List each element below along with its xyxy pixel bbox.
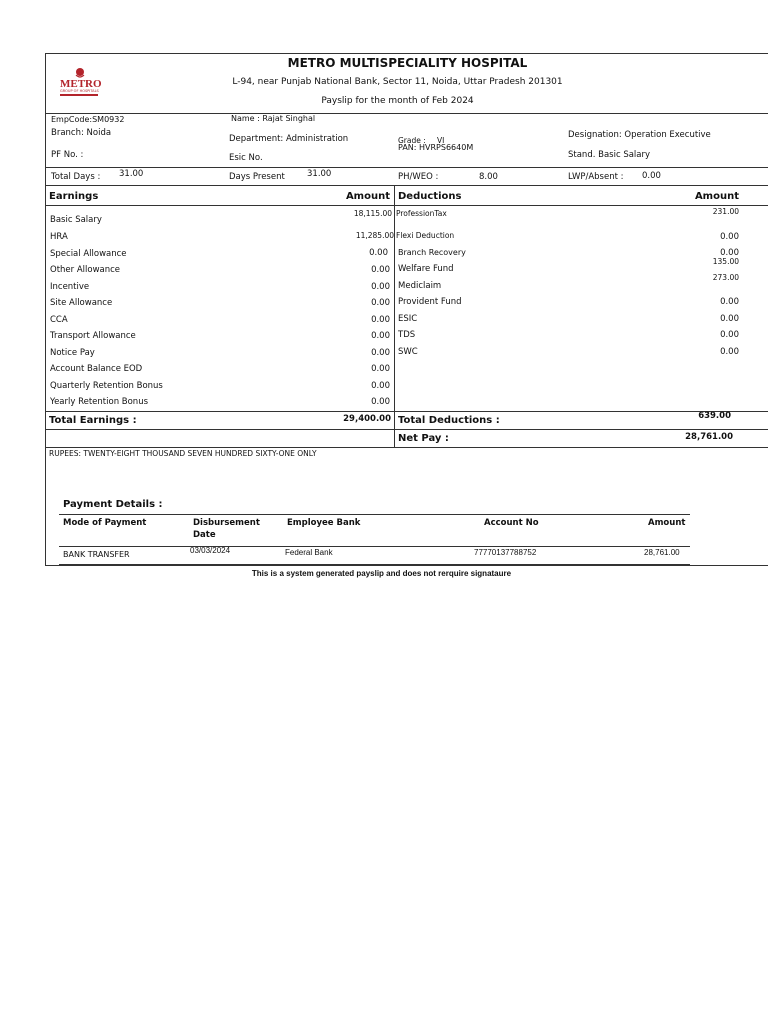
footer-note: This is a system generated payslip and does not rerquire signataure [251, 569, 512, 578]
earning-label-hra: HRA [50, 232, 68, 242]
earning-amount-other-allowance: 0.00 [371, 265, 390, 275]
emp-branch: Branch: Noida [51, 128, 112, 138]
divider [45, 113, 768, 114]
earning-label-cca: CCA [50, 315, 68, 325]
lwp-label: LWP/Absent : [568, 172, 624, 182]
col-disbursement: Disbursement [193, 518, 260, 528]
payment-date: 03/03/2024 [190, 546, 231, 555]
col-account-no: Account No [484, 518, 539, 528]
net-pay-label: Net Pay : [398, 433, 449, 444]
days-present-label: Days Present [229, 172, 285, 182]
earning-label-transport-allowance: Transport Allowance [50, 331, 136, 341]
earning-amount-account-balance-eod: 0.00 [371, 364, 390, 374]
payment-details-title: Payment Details : [63, 499, 163, 510]
col-mode-of-payment: Mode of Payment [63, 518, 147, 528]
earning-label-incentive: Incentive [50, 282, 90, 292]
lwp-value: 0.00 [642, 171, 661, 181]
col-date: Date [193, 530, 216, 540]
emp-department: Department: Administration [229, 134, 349, 144]
earning-amount-transport-allowance: 0.00 [371, 331, 390, 341]
grade-value: VI [437, 136, 445, 145]
earning-label-special-allowance: Special Allowance [50, 249, 127, 259]
deduction-amount-mediclaim: 273.00 [712, 273, 739, 282]
total-earnings-label: Total Earnings : [49, 415, 137, 426]
deduction-label-swc: SWC [398, 347, 418, 357]
earning-label-site-allowance: Site Allowance [50, 298, 113, 308]
deduction-label-provident-fund: Provident Fund [398, 297, 462, 307]
col-amount: Amount [648, 518, 686, 528]
payment-mode: BANK TRANSFER [63, 550, 130, 559]
earning-amount-notice-pay: 0.00 [371, 348, 390, 358]
divider [45, 167, 768, 168]
deduction-amount-branch-recovery: 0.00 [720, 248, 739, 258]
ph-weo-value: 8.00 [479, 172, 498, 182]
payment-amount: 28,761.00 [644, 548, 680, 557]
earning-amount-cca: 0.00 [371, 315, 390, 325]
deduction-label-tds: TDS [398, 330, 416, 340]
esic-no: Esic No. [229, 153, 263, 163]
logo-text: METRO [60, 78, 102, 90]
deduction-label-mediclaim: Mediclaim [398, 281, 442, 291]
ph-weo-label: PH/WEO : [398, 172, 439, 182]
divider [59, 546, 690, 547]
total-earnings-value: 29,400.00 [343, 414, 391, 424]
deductions-amount-header: Amount [694, 191, 739, 202]
divider [45, 205, 768, 206]
divider [45, 429, 768, 430]
divider [59, 564, 690, 565]
earning-amount-special-allowance: 0.00 [369, 248, 388, 258]
payment-account: 77770137788752 [474, 548, 537, 557]
earning-amount-incentive: 0.00 [371, 282, 390, 292]
deduction-amount-swc: 0.00 [720, 347, 739, 357]
payslip-title: Payslip for the month of Feb 2024 [321, 96, 474, 106]
deductions-header: Deductions [398, 191, 462, 202]
divider [59, 514, 690, 515]
logo-subtext: GROUP OF HOSPITALS [60, 89, 99, 93]
deduction-amount-provident-fund: 0.00 [720, 297, 739, 307]
earnings-amount-header: Amount [345, 191, 390, 202]
pan-number: PAN: HVRPS6640M [398, 143, 474, 152]
total-deductions-label: Total Deductions : [398, 415, 500, 426]
earning-label-basic-salary: Basic Salary [50, 215, 102, 225]
earning-label-account-balance-eod: Account Balance EOD [50, 364, 143, 374]
earning-label-quarterly-retention-bonus: Quarterly Retention Bonus [50, 381, 163, 391]
deduction-amount-welfare-fund: 135.00 [712, 257, 739, 266]
hospital-name: METRO MULTISPECIALITY HOSPITAL [287, 56, 528, 70]
deduction-amount-tds: 0.00 [720, 330, 739, 340]
earning-amount-basic-salary: 18,115.00 [353, 209, 392, 218]
earning-amount-yearly-retention-bonus: 0.00 [371, 397, 390, 407]
emp-designation: Designation: Operation Executive [568, 130, 711, 140]
earning-label-yearly-retention-bonus: Yearly Retention Bonus [50, 397, 149, 407]
total-days-label: Total Days : [51, 172, 101, 182]
column-divider [394, 185, 395, 447]
payment-bank: Federal Bank [285, 548, 333, 557]
emp-code: EmpCode:SM0932 [51, 115, 125, 124]
earnings-header: Earnings [49, 191, 99, 202]
emp-name: Name : Rajat Singhal [231, 114, 316, 123]
hospital-address: L-94, near Punjab National Bank, Sector 11, Noida, Uttar Pradesh 201301 [232, 77, 563, 87]
divider [45, 185, 768, 186]
stand-basic-salary: Stand. Basic Salary [568, 150, 651, 160]
deduction-label-profession-tax: ProfessionTax [396, 209, 447, 218]
deduction-amount-flexi-deduction: 0.00 [720, 232, 739, 242]
earning-amount-site-allowance: 0.00 [371, 298, 390, 308]
divider [45, 447, 768, 448]
earning-amount-quarterly-retention-bonus: 0.00 [371, 381, 390, 391]
net-pay-value: 28,761.00 [685, 432, 733, 442]
total-days-value: 31.00 [119, 169, 144, 179]
deduction-label-branch-recovery: Branch Recovery [398, 248, 466, 257]
earning-label-notice-pay: Notice Pay [50, 348, 95, 358]
grade-label: Grade : [398, 136, 426, 145]
deduction-amount-esic: 0.00 [720, 314, 739, 324]
earning-amount-hra: 11,285.00 [355, 231, 394, 240]
total-deductions-value: 639.00 [698, 411, 731, 421]
col-employee-bank: Employee Bank [287, 518, 361, 528]
days-present-value: 31.00 [307, 169, 332, 179]
deduction-label-esic: ESIC [398, 314, 418, 324]
deduction-label-flexi-deduction: Flexi Deduction [396, 231, 455, 240]
deduction-label-welfare-fund: Welfare Fund [398, 264, 454, 274]
earning-label-other-allowance: Other Allowance [50, 265, 121, 275]
amount-in-words: RUPEES: TWENTY-EIGHT THOUSAND SEVEN HUNDRED SIXTY-ONE ONLY [49, 449, 317, 458]
pf-no: PF No. : [51, 150, 84, 160]
deduction-amount-profession-tax: 231.00 [712, 207, 739, 216]
